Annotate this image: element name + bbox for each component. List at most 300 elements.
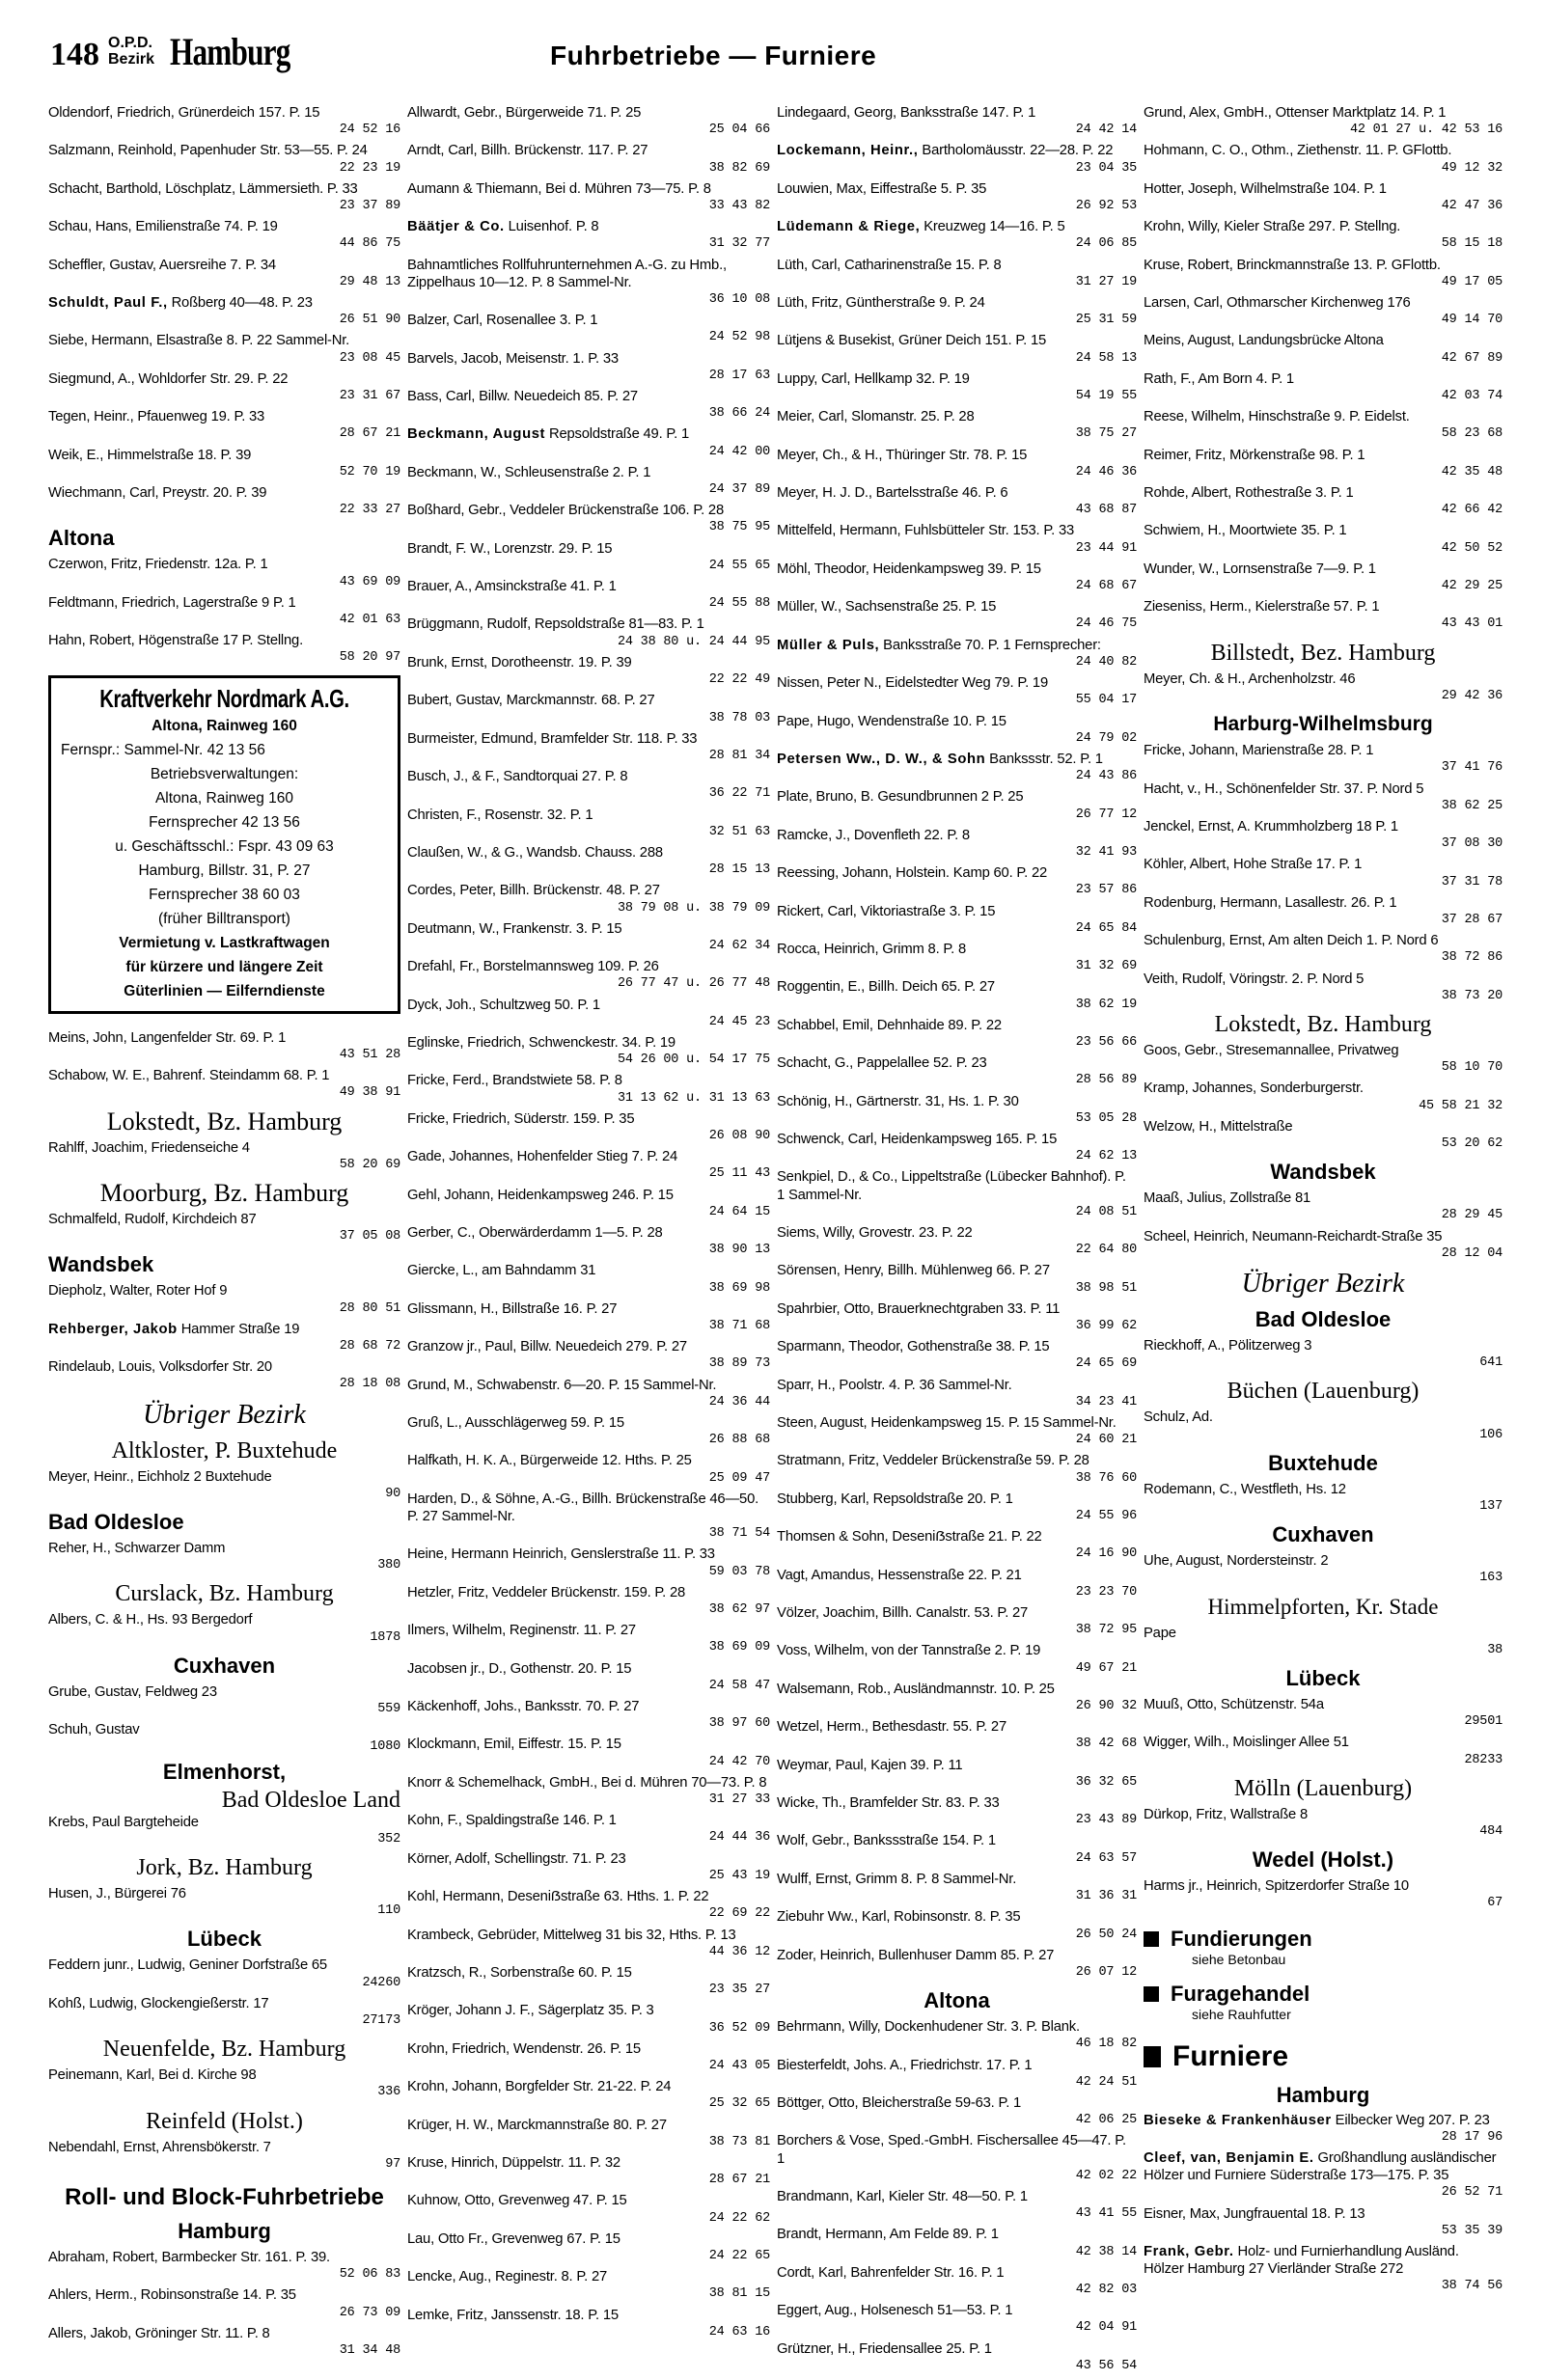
entry-phone-number: 24 55 88 — [708, 596, 770, 612]
entry-name: Allwardt, Gebr., Bürgerweide 71. P. 25 — [407, 105, 642, 121]
entry-name: Wulff, Ernst, Grimm 8. P. 8 Sammel-Nr. — [777, 1871, 1017, 1887]
entry-phone-number: 49 67 21 — [1075, 1660, 1137, 1676]
directory-entry — [48, 2066, 400, 2101]
entry-phone-number: 28 56 89 — [1075, 1073, 1137, 1088]
entry-phone-number: 24260 — [362, 1975, 400, 1990]
opd-label: O.P.D. Bezirk — [108, 35, 155, 68]
directory-entry — [48, 332, 400, 367]
entry-name: Hetzler, Fritz, Veddeler Brückenstr. 159. P. 28 — [407, 1584, 686, 1600]
directory-entry — [777, 674, 1137, 709]
entry-name: Thomsen & Sohn, Deseniẞstraße 21. P. 22 — [777, 1529, 1042, 1546]
entry-phone-number: 38 81 15 — [708, 2286, 770, 2302]
directory-entry — [1144, 742, 1503, 777]
entry-phone-number: 26 07 12 — [1075, 1964, 1137, 1980]
directory-entry — [1144, 1118, 1503, 1153]
place-heading: Altona — [48, 526, 115, 551]
entry-phone-number: 25 04 66 — [708, 123, 770, 138]
entry-phone-number: 54 26 00 u. 54 17 75 — [617, 1053, 770, 1068]
directory-entry — [777, 2188, 1137, 2223]
ad-line: Fernspr.: Sammel-Nr. 42 13 56 — [61, 741, 265, 758]
directory-entry — [777, 2264, 1137, 2299]
directory-entry — [48, 1814, 400, 1848]
entry-name: Beckmann, W., Schleusenstraße 2. P. 1 — [407, 464, 651, 480]
entry-name: Krohn, Friedrich, Wendenstr. 26. P. 15 — [407, 2040, 641, 2057]
entry-phone-number: 110 — [377, 1903, 400, 1919]
entry-name: Abraham, Robert, Barmbecker Str. 161. P. 39. — [48, 2250, 330, 2265]
entry-name: Grube, Gustav, Feldweg 23 — [48, 1683, 217, 1700]
entry-name: Rodemann, C., Westfleth, Hs. 12 — [1144, 1481, 1346, 1497]
entry-phone-number: 28 12 04 — [1441, 1245, 1503, 1261]
entry-phone-number: 42 67 89 — [1441, 350, 1503, 366]
entry-phone-number: 42 66 42 — [1441, 503, 1503, 518]
directory-entry — [1144, 971, 1503, 1005]
entry-phone-number: 24 40 82 — [1075, 654, 1137, 670]
directory-entry — [48, 370, 400, 405]
directory-entry — [48, 1358, 400, 1393]
entry-name: Larsen, Carl, Othmarscher Kirchenweg 176 — [1144, 295, 1411, 312]
place-heading: Neuenfelde, Bz. Hamburg — [102, 2037, 346, 2063]
directory-entry — [407, 1736, 770, 1770]
directory-entry — [407, 2230, 770, 2265]
entry-bold-name: Cleef, van, Benjamin E. — [1144, 2150, 1314, 2167]
entry-phone-number: 24 38 80 u. 24 44 95 — [617, 634, 770, 649]
directory-entry — [777, 1131, 1137, 1165]
directory-entry — [777, 1224, 1137, 1259]
section-marker — [1144, 1982, 1503, 2007]
entry-name: Meins, John, Langenfelder Str. 69. P. 1 — [48, 1029, 287, 1046]
entry-name: Lüdemann & Riege, Kreuzweg 14—16. P. 5 — [777, 219, 1065, 235]
section-title: Furniere — [1172, 2039, 1289, 2072]
entry-name: Rickert, Carl, Viktoriastraße 3. P. 15 — [777, 903, 996, 919]
entry-bold-name: Beckmann, August — [407, 426, 546, 443]
entry-phone-number: 24 44 36 — [708, 1830, 770, 1846]
entry-phone-number: 24 46 75 — [1075, 616, 1137, 632]
entry-phone-number: 37 05 08 — [339, 1229, 400, 1245]
entry-phone-number: 42 82 03 — [1075, 2282, 1137, 2297]
entry-name: Spahrbier, Otto, Brauerknechtgraben 33. P. 11 — [777, 1300, 1061, 1317]
entry-name: Brüggmann, Rudolf, Repsoldstraße 81—83. P. 1 — [407, 616, 704, 633]
directory-entry — [777, 1414, 1137, 1449]
directory-entry — [1144, 1190, 1503, 1224]
entry-name: Lemke, Fritz, Janssenstr. 18. P. 15 — [407, 2307, 619, 2323]
entry-name: Möhl, Theodor, Heidenkampsweg 39. P. 15 — [777, 561, 1041, 577]
place-heading: Reinfeld (Holst.) — [146, 2108, 303, 2134]
entry-name: Rehberger, Jakob Hammer Straße 19 — [48, 1321, 300, 1337]
entry-phone-number: 45 58 21 32 — [1419, 1098, 1503, 1113]
entry-name: Lau, Otto Fr., Grevenweg 67. P. 15 — [407, 2230, 620, 2247]
page-header — [0, 0, 1544, 87]
entry-phone-number: 38 71 68 — [708, 1319, 770, 1333]
directory-entry — [48, 2325, 400, 2360]
entry-name: Dyck, Joh., Schultzweg 50. P. 1 — [407, 997, 600, 1013]
entry-name: Tegen, Heinr., Pfauenweg 19. P. 33 — [48, 409, 265, 425]
entry-name: Czerwon, Fritz, Friedenstr. 12a. P. 1 — [48, 557, 268, 573]
entry-name: Zieseniss, Herm., Kielerstraße 57. P. 1 — [1144, 599, 1380, 616]
directory-entry — [48, 1995, 400, 2030]
entry-name: Schönig, H., Gärtnerstr. 31, Hs. 1. P. 30 — [777, 1093, 1019, 1109]
entry-name: Granzow jr., Paul, Billw. Neuedeich 279. P. 27 — [407, 1339, 687, 1355]
entry-name: Rath, F., Am Born 4. P. 1 — [1144, 370, 1294, 387]
entry-phone-number: 38 62 97 — [708, 1602, 770, 1618]
entry-phone-number: 24 43 05 — [708, 2058, 770, 2073]
entry-phone-number: 23 56 66 — [1075, 1034, 1137, 1050]
entry-phone-number: 24 46 36 — [1075, 464, 1137, 479]
entry-phone-number: 42 24 51 — [1075, 2074, 1137, 2090]
directory-entry — [1144, 142, 1503, 177]
directory-entry — [1144, 294, 1503, 329]
place-heading: Moorburg, Bz. Hamburg — [99, 1178, 349, 1207]
entry-name: Heine, Hermann Heinrich, Genslerstraße 11. P. 33 — [407, 1546, 715, 1563]
entry-name: Siebe, Hermann, Elsastraße 8. P. 22 Sammel-Nr. — [48, 333, 350, 349]
entry-name: Lüth, Carl, Catharinenstraße 15. P. 8 — [777, 257, 1002, 273]
entry-name: Dürkop, Fritz, Wallstraße 8 — [1144, 1806, 1309, 1822]
entry-phone-number: 23 44 91 — [1075, 540, 1137, 556]
place-heading: Hamburg — [178, 2219, 271, 2243]
entry-phone-number: 28 80 51 — [339, 1300, 400, 1316]
entry-phone-number: 24 79 02 — [1075, 730, 1137, 746]
entry-phone-number: 38 75 95 — [708, 520, 770, 535]
place-heading: Hamburg — [1276, 2082, 1370, 2107]
entry-phone-number: 32 41 93 — [1075, 844, 1137, 860]
directory-entry — [407, 425, 770, 460]
directory-entry — [407, 1888, 770, 1923]
directory-entry — [407, 1660, 770, 1695]
entry-name: Hahn, Robert, Högenstraße 17 P. Stellng. — [48, 633, 303, 649]
directory-entry — [407, 388, 770, 423]
entry-name: Jacobsen jr., D., Gothenstr. 20. P. 15 — [407, 1660, 632, 1677]
entry-phone-number: 484 — [1479, 1824, 1503, 1840]
directory-entry — [777, 1718, 1137, 1753]
directory-entry — [777, 561, 1137, 595]
entry-name: Gade, Johannes, Hohenfelder Stieg 7. P. 24 — [407, 1149, 678, 1165]
directory-entry — [407, 1622, 770, 1656]
directory-entry — [407, 218, 770, 253]
ad-line: für kürzere und längere Zeit — [125, 958, 323, 975]
place-heading: Bad Oldesloe — [1254, 1306, 1392, 1331]
entry-phone-number: 38 66 24 — [708, 406, 770, 422]
ad-line: Altona, Rainweg 160 — [154, 789, 294, 807]
directory-entry — [407, 1414, 770, 1449]
entry-name: Vagt, Amandus, Hessenstraße 22. P. 21 — [777, 1567, 1022, 1583]
directory-entry — [407, 257, 770, 310]
directory-entry — [777, 1757, 1137, 1792]
entry-phone-number: 46 18 82 — [1075, 2037, 1137, 2052]
directory-entry — [777, 2094, 1137, 2129]
entry-name: Hotter, Joseph, Wilhelmstraße 104. P. 1 — [1144, 180, 1387, 197]
place-heading: Altkloster, P. Buxtehude — [111, 1437, 338, 1464]
entry-phone-number: 43 41 55 — [1075, 2206, 1137, 2222]
directory-entry — [407, 312, 770, 346]
section-reference: siehe Betonbau — [1192, 1951, 1286, 1967]
directory-entry — [407, 1300, 770, 1335]
directory-entry — [1144, 1409, 1503, 1443]
directory-entry — [407, 958, 770, 993]
entry-phone-number: 24 42 00 — [708, 444, 770, 459]
entry-name: Kruse, Hinrich, Düppelstr. 11. P. 32 — [407, 2154, 620, 2171]
entry-phone-number: 53 05 28 — [1075, 1110, 1137, 1126]
entry-phone-number: 36 99 62 — [1075, 1319, 1137, 1333]
entry-name: Krüger, H. W., Marckmannstraße 80. P. 27 — [407, 2117, 667, 2133]
directory-entry — [407, 502, 770, 536]
entry-phone-number: 58 23 68 — [1441, 426, 1503, 442]
place-heading: Lübeck — [186, 1927, 262, 1952]
entry-name: Scheffler, Gustav, Auersreihe 7. P. 34 — [48, 257, 276, 273]
place-heading: Billstedt, Bez. Hamburg — [1210, 640, 1436, 666]
directory-entry — [1144, 370, 1503, 405]
ad-line: (früher Billtransport) — [158, 910, 290, 927]
entry-phone-number: 58 15 18 — [1441, 236, 1503, 252]
column-2 — [407, 104, 770, 2344]
entry-name: Köhler, Albert, Hohe Straße 17. P. 1 — [1144, 857, 1363, 873]
entry-phone-number: 25 43 19 — [708, 1868, 770, 1883]
directory-entry — [777, 2057, 1137, 2092]
entry-name: Schulenburg, Ernst, Am alten Deich 1. P. Nord 6 — [1144, 933, 1439, 949]
entry-name: Kröger, Johann J. F., Sägerplatz 35. P. 3 — [407, 2003, 654, 2019]
entry-name: Wetzel, Herm., Bethesdastr. 55. P. 27 — [777, 1719, 1006, 1736]
directory-entry — [777, 1017, 1137, 1052]
entry-phone-number: 43 69 09 — [339, 574, 400, 589]
directory-entry — [48, 1282, 400, 1317]
directory-entry — [777, 1377, 1137, 1411]
directory-entry — [48, 1029, 400, 1064]
entry-phone-number: 24 37 89 — [708, 482, 770, 498]
entry-phone-number: 32 51 63 — [708, 824, 770, 839]
entry-name: Bahnamtliches Rollfuhrunternehmen A.-G. zu Hmb., Zippelhaus 10—12. P. 8 Sammel-Nr. — [407, 257, 727, 290]
entry-name: Busch, J., & F., Sandtorquai 27. P. 8 — [407, 769, 628, 785]
entry-phone-number: 26 08 90 — [708, 1128, 770, 1143]
directory-entry — [1144, 1337, 1503, 1372]
entry-name: Gehl, Johann, Heidenkampsweg 246. P. 15 — [407, 1187, 674, 1203]
directory-entry — [1144, 780, 1503, 815]
entry-name: Rieckhoff, A., Pölitzerweg 3 — [1144, 1337, 1312, 1354]
entry-phone-number: 42 01 27 u. 42 53 16 — [1349, 123, 1503, 138]
entry-name: Schau, Hans, Emilienstraße 74. P. 19 — [48, 219, 278, 235]
entry-name: Schwiem, H., Moortwiete 35. P. 1 — [1144, 523, 1347, 539]
entry-phone-number: 24 68 67 — [1075, 579, 1137, 594]
directory-entry — [407, 1812, 770, 1847]
entry-name: Burmeister, Edmund, Bramfelder Str. 118. P. 33 — [407, 730, 698, 747]
entry-phone-number: 24 62 13 — [1075, 1149, 1137, 1164]
entry-phone-number: 97 — [385, 2156, 400, 2172]
directory-entry — [407, 2040, 770, 2075]
entry-phone-number: 336 — [377, 2085, 400, 2100]
directory-entry — [48, 632, 400, 667]
directory-entry — [407, 1187, 770, 1221]
entry-phone-number: 24 06 85 — [1075, 236, 1137, 252]
directory-entry — [48, 1067, 400, 1102]
entry-name: Rahlff, Joachim, Friedenseiche 4 — [48, 1139, 250, 1156]
entry-phone-number: 28 81 34 — [708, 748, 770, 763]
directory-entry — [407, 2192, 770, 2227]
place-heading: Lokstedt, Bz. Hamburg — [1214, 1011, 1432, 1037]
entry-name: Boßhard, Gebr., Veddeler Brückenstraße 106. P. 28 — [407, 503, 724, 519]
entry-name: Kruse, Robert, Brinckmannstraße 13. P. GFlottb. — [1144, 257, 1441, 273]
entry-name: Mittelfeld, Hermann, Fuhlsbütteler Str. 153. P. 33 — [777, 523, 1075, 539]
entry-name: Frank, Gebr. Holz- und Furnierhandlung Ausländ. Hölzer Hamburg 27 Vierländer Straße 272 — [1144, 2244, 1459, 2278]
entry-phone-number: 24 22 65 — [708, 2248, 770, 2263]
entry-name: Claußen, W., & G., Wandsb. Chauss. 288 — [407, 844, 663, 861]
entry-phone-number: 38 98 51 — [1075, 1280, 1137, 1296]
entry-name: Ilmers, Wilhelm, Reginenstr. 11. P. 27 — [407, 1623, 636, 1639]
entry-name: Husen, J., Bürgerei 76 — [48, 1885, 186, 1901]
entry-name: Rindelaub, Louis, Volksdorfer Str. 20 — [48, 1359, 272, 1376]
entry-bold-name: Schuldt, Paul F., — [48, 295, 168, 312]
directory-entry — [48, 142, 400, 177]
directory-entry — [1144, 1481, 1503, 1516]
directory-entry — [407, 920, 770, 955]
directory-entry — [777, 1642, 1137, 1677]
entry-phone-number: 24 52 98 — [708, 330, 770, 345]
ad-line: Altona, Rainweg 160 — [152, 717, 297, 734]
entry-name: Ziebuhr Ww., Karl, Robinsonstr. 8. P. 35 — [777, 1909, 1021, 1926]
column-3 — [777, 104, 1137, 2378]
entry-phone-number: 52 70 19 — [339, 464, 400, 479]
entry-phone-number: 38 73 81 — [708, 2134, 770, 2149]
directory-entry — [777, 1604, 1137, 1639]
entry-name: Krambeck, Gebrüder, Mittelweg 31 bis 32, Hths. P. 13 — [407, 1927, 736, 1943]
entry-phone-number: 43 56 54 — [1075, 2358, 1137, 2373]
directory-entry — [1144, 447, 1503, 481]
entry-name: Brunk, Ernst, Dorotheenstr. 19. P. 39 — [407, 654, 632, 670]
directory-entry — [777, 522, 1137, 557]
directory-entry — [1144, 1625, 1503, 1659]
directory-entry — [777, 1947, 1137, 1982]
entry-phone-number: 31 13 62 u. 31 13 63 — [617, 1090, 770, 1106]
entry-name: Cordt, Karl, Bahrenfelder Str. 16. P. 1 — [777, 2264, 1005, 2281]
entry-name: Bass, Carl, Billw. Neuedeich 85. P. 27 — [407, 389, 638, 405]
entry-name: Fricke, Johann, Marienstraße 28. P. 1 — [1144, 743, 1374, 759]
entry-name: Lockemann, Heinr., Bartholomäusstr. 22—28. P. 22 — [777, 143, 1114, 159]
entry-name: Rocca, Heinrich, Grimm 8. P. 8 — [777, 941, 967, 957]
entry-name: Biesterfeldt, Johs. A., Friedrichstr. 17. P. 1 — [777, 2057, 1033, 2073]
ad-line: Fernsprecher 38 60 03 — [149, 886, 300, 903]
entry-name: Petersen Ww., D. W., & Sohn Bankssstr. 52. P. 1 — [777, 751, 1103, 767]
entry-phone-number: 106 — [1479, 1427, 1503, 1442]
section-title: Furagehandel — [1171, 1981, 1310, 2006]
entry-name: Glissmann, H., Billstraße 16. P. 27 — [407, 1300, 618, 1317]
entry-bold-name: Lockemann, Heinr., — [777, 143, 919, 159]
entry-name: Rodenburg, Hermann, Lasallestr. 26. P. 1 — [1144, 894, 1397, 911]
entry-phone-number: 26 88 68 — [708, 1433, 770, 1448]
entry-name: Brandt, Hermann, Am Felde 89. P. 1 — [777, 2227, 999, 2243]
directory-entry — [407, 2078, 770, 2113]
entry-phone-number: 24 08 51 — [1075, 1204, 1137, 1219]
entry-phone-number: 43 43 01 — [1441, 616, 1503, 632]
directory-entry — [407, 1546, 770, 1580]
entry-phone-number: 28 29 45 — [1441, 1208, 1503, 1223]
entry-phone-number: 38 62 19 — [1075, 997, 1137, 1012]
directory-entry — [407, 1148, 770, 1183]
entry-phone-number: 24 55 96 — [1075, 1509, 1137, 1524]
ad-line: Vermietung v. Lastkraftwagen — [119, 934, 330, 951]
entry-phone-number: 22 33 27 — [339, 503, 400, 518]
directory-entry — [407, 2307, 770, 2341]
entry-phone-number: 24 58 47 — [708, 1678, 770, 1693]
entry-name: Weik, E., Himmelstraße 18. P. 39 — [48, 447, 252, 463]
entry-phone-number: 26 90 32 — [1075, 1699, 1137, 1714]
directory-entry — [777, 180, 1137, 215]
directory-entry — [1144, 1877, 1503, 1912]
entry-phone-number: 28 17 63 — [708, 368, 770, 383]
page-number: 148 — [50, 37, 99, 72]
entry-name: Lindegaard, Georg, Banksstraße 147. P. 1 — [777, 105, 1036, 121]
directory-entry — [407, 1927, 770, 1961]
directory-entry — [777, 1908, 1137, 1943]
directory-entry — [407, 464, 770, 499]
directory-entry — [777, 1338, 1137, 1373]
entry-phone-number: 28 18 08 — [339, 1377, 400, 1392]
entry-name: Roggentin, E., Billh. Deich 65. P. 27 — [777, 979, 995, 996]
bullet-square-icon — [1144, 1931, 1159, 1947]
entry-bold-name: Petersen Ww., D. W., & Sohn — [777, 751, 986, 767]
directory-entry — [48, 1321, 400, 1355]
entry-phone-number: 67 — [1487, 1896, 1503, 1911]
entry-phone-number: 58 10 70 — [1441, 1060, 1503, 1076]
entry-phone-number: 29501 — [1464, 1714, 1503, 1730]
entry-phone-number: 38 97 60 — [708, 1716, 770, 1732]
directory-entry — [777, 751, 1137, 785]
entry-name: Deutmann, W., Frankenstr. 3. P. 15 — [407, 920, 622, 937]
entry-name: Halfkath, H. K. A., Bürgerweide 12. Hths. P. 25 — [407, 1453, 692, 1469]
entry-phone-number: 24 63 16 — [708, 2324, 770, 2339]
section-reference: siehe Rauhfutter — [1192, 2006, 1291, 2022]
entry-name: Lütjens & Busekist, Grüner Deich 151. P. 15 — [777, 333, 1047, 349]
entry-phone-number: 24 64 15 — [708, 1204, 770, 1219]
directory-entry — [48, 2139, 400, 2174]
entry-name: Lencke, Aug., Reginestr. 8. P. 27 — [407, 2269, 608, 2285]
entry-phone-number: 36 32 65 — [1075, 1774, 1137, 1790]
directory-entry — [407, 730, 770, 765]
entry-name: Balzer, Carl, Rosenallee 3. P. 1 — [407, 313, 598, 329]
entry-name: Schmalfeld, Rudolf, Kirchdeich 87 — [48, 1211, 257, 1227]
entry-bold-name: Rehberger, Jakob — [48, 1321, 178, 1337]
entry-name: Harms jr., Heinrich, Spitzerdorfer Straße 10 — [1144, 1878, 1409, 1895]
directory-entry — [777, 142, 1137, 177]
place-heading-sub: Bad Oldesloe Land — [221, 1787, 400, 1813]
directory-entry — [777, 2302, 1137, 2337]
entry-phone-number: 42 29 25 — [1441, 579, 1503, 594]
entry-phone-number: 24 62 34 — [708, 938, 770, 953]
directory-entry — [48, 408, 400, 443]
entry-name: Voss, Wilhelm, von der Tannstraße 2. P. 19 — [777, 1643, 1041, 1659]
entry-name: Völzer, Joachim, Billh. Canalstr. 53. P. 27 — [777, 1605, 1029, 1622]
entry-phone-number: 24 42 14 — [1075, 123, 1137, 138]
directory-entry — [1144, 180, 1503, 215]
entry-name: Kratzsch, R., Sorbenstraße 60. P. 15 — [407, 1964, 632, 1981]
entry-phone-number: 28 15 13 — [708, 862, 770, 878]
entry-phone-number: 22 22 49 — [708, 672, 770, 688]
directory-entry — [777, 1452, 1137, 1487]
entry-phone-number: 59 03 78 — [708, 1564, 770, 1579]
entry-phone-number: 42 47 36 — [1441, 199, 1503, 214]
directory-entry — [777, 1567, 1137, 1601]
directory-entry — [777, 1491, 1137, 1525]
entry-name: Welzow, H., Mittelstraße — [1144, 1118, 1293, 1135]
entry-phone-number: 38 69 98 — [708, 1280, 770, 1296]
entry-name: Krohn, Johann, Borgfelder Str. 21-22. P. 24 — [407, 2079, 672, 2095]
directory-entry — [777, 1168, 1137, 1221]
entry-phone-number: 24 52 16 — [339, 123, 400, 138]
directory-entry — [777, 941, 1137, 975]
entry-phone-number: 22 69 22 — [708, 1906, 770, 1922]
directory-entry — [1144, 218, 1503, 253]
entry-name: Meier, Carl, Slomanstr. 25. P. 28 — [777, 409, 975, 425]
place-heading: Lübeck — [1285, 1666, 1361, 1690]
entry-name: Reimer, Fritz, Mörkenstraße 98. P. 1 — [1144, 447, 1365, 463]
directory-entry — [1144, 1552, 1503, 1587]
ad-line: u. Geschäftsschl.: Fspr. 43 09 63 — [115, 837, 334, 855]
region-heading: Übriger Bezirk — [143, 1399, 306, 1430]
